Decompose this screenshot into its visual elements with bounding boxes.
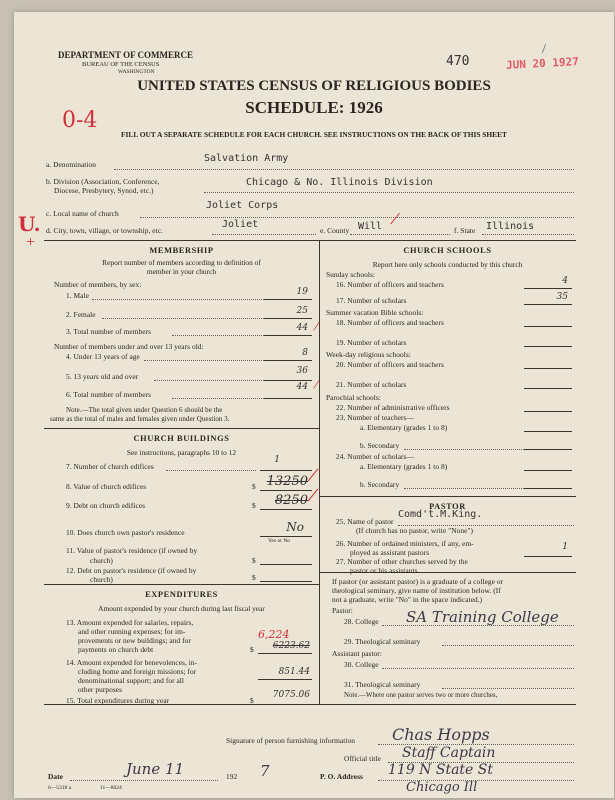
margin-mark: U. [18, 212, 41, 236]
q9-dollar: $ [252, 501, 256, 510]
q16-value: 4 [562, 276, 568, 286]
q2-label: 2. Female [66, 310, 96, 319]
year-prefix: 192 [226, 772, 238, 781]
q30-label: 30. College [344, 660, 379, 669]
buildings-bottom-rule [44, 584, 319, 585]
q25-note: (If church has no pastor, write "None") [356, 526, 474, 535]
margin-plus-mark: + [26, 234, 36, 251]
q23b-label: b. Secondary [360, 441, 400, 450]
q24b-label: b. Secondary [360, 480, 400, 489]
yes-no-caption: Yes or No [268, 538, 291, 544]
schools-sub: Report here only schools conducted by this church [372, 260, 523, 269]
q24a-label: a. Elementary (grades 1 to 8) [360, 462, 448, 471]
buildings-heading: CHURCH BUILDINGS [133, 434, 230, 443]
q11-label-2: church) [90, 556, 113, 565]
division-value: Chicago & No. Illinois Division [246, 177, 433, 188]
q13-label-1: 13. Amount expended for salaries, repairs, [66, 618, 194, 627]
official-title-value: Staff Captain [402, 745, 496, 761]
q15-label: 15. Total expenditures during year [66, 696, 170, 705]
graduate-note-1: If pastor (or assistant pastor) is a graduate of a college or [332, 577, 504, 586]
q2-value: 25 [296, 306, 308, 316]
q15-dollar: $ [250, 696, 254, 705]
county-value: Will [358, 221, 383, 232]
q23a-label: a. Elementary (grades 1 to 8) [360, 423, 448, 432]
q25-label: 25. Name of pastor [336, 517, 394, 526]
q9-correction-mark: / [306, 481, 321, 508]
q24-label: 24. Number of scholars— [336, 452, 414, 461]
city-field-value: Joliet [222, 219, 259, 230]
q13-dollar: $ [250, 645, 254, 654]
q26-label-2: ployed as assistant pastors [350, 548, 430, 557]
q12-label-1: 12. Debt on pastor's residence (if owned by [66, 566, 197, 575]
q7-value: 1 [274, 455, 280, 465]
membership-sub-2: member in your church [146, 267, 217, 276]
department-label: DEPARTMENT OF COMMERCE [58, 50, 194, 60]
q14-label-1: 14. Amount expended for benevolences, in- [66, 658, 198, 667]
q27-label-1: 27. Number of other churches served by the [336, 557, 468, 566]
q14-label-2: cluding home and foreign missions; for [78, 667, 197, 676]
sunday-schools-label: Sunday schools: [326, 270, 375, 279]
form-number: 470 [446, 54, 470, 69]
denomination-label: a. Denomination [46, 160, 97, 169]
q12-dollar: $ [252, 573, 256, 582]
q5-value: 36 [296, 366, 308, 376]
weekday-schools-label: Week-day religious schools: [326, 350, 411, 359]
q14-value: 851.44 [278, 667, 310, 677]
local-name-label: c. Local name of church [46, 209, 119, 218]
schools-heading: CHURCH SCHOOLS [403, 246, 492, 255]
q3-label: 3. Total number of members [66, 327, 152, 336]
county-check-mark: / [388, 207, 402, 231]
q14-label-4: other purposes [78, 685, 123, 694]
pastor-heading: PASTOR [429, 502, 466, 511]
members-age-label: Number of members under and over 13 years old: [54, 342, 204, 351]
form-title: UNITED STATES CENSUS OF RELIGIOUS BODIES [137, 78, 491, 94]
q28-value: SA Training College [406, 608, 559, 626]
date-label: Date [48, 772, 63, 781]
q8-value: 13250 [266, 474, 308, 489]
q31-label: 31. Theological seminary [344, 680, 421, 689]
q26-value: 1 [562, 542, 568, 552]
division-label-1: b. Division (Association, Conference, [46, 177, 160, 186]
assistant-pastor-label: Assistant pastor: [332, 649, 382, 658]
official-title-label: Official title [344, 754, 381, 763]
form-code-1: 6—5318 a [48, 785, 72, 791]
received-date-stamp: JUN 20 1927 [505, 55, 580, 72]
q9-label: 9. Debt on church edifices [66, 501, 146, 510]
q18-label: 18. Number of officers and teachers [336, 318, 444, 327]
membership-note-1: Note.—The total given under Question 6 should be the [66, 406, 223, 414]
q3-value: 44 [296, 323, 308, 333]
q6-value: 44 [296, 382, 308, 392]
center-column-rule [319, 240, 320, 704]
q23-label: 23. Number of teachers— [336, 413, 414, 422]
q14-label-3: denominational support; and for all [78, 676, 185, 685]
grid-top-rule [44, 240, 576, 241]
q8-dollar: $ [252, 482, 256, 491]
county-label: e. County [320, 226, 350, 235]
q15-value: 7075.06 [272, 690, 310, 700]
members-by-sex-label: Number of members, by sex: [54, 280, 142, 289]
date-value: June 11 [126, 760, 185, 778]
q13-label-4: payments on church debt [78, 645, 154, 654]
schools-bottom-rule [319, 496, 576, 497]
q28-label: 28. College [344, 617, 379, 626]
buildings-sub: See instructions, paragraphs 10 to 12 [126, 448, 237, 457]
graduate-note-3: not a graduate, write "No" in the space indicated.) [332, 595, 483, 604]
q6-check-mark: / [312, 377, 320, 394]
q6-label: 6. Total number of members [66, 390, 152, 399]
q1-value: 19 [296, 287, 308, 297]
address-line-1: 119 N State St [388, 762, 494, 778]
expenditures-heading: EXPENDITURES [145, 590, 218, 599]
q19-label: 19. Number of scholars [336, 338, 407, 347]
q10-label: 10. Does church own pastor's residence [66, 528, 185, 537]
q4-label: 4. Under 13 years of age [66, 352, 140, 361]
q17-value: 35 [556, 292, 568, 302]
membership-bottom-rule [44, 428, 319, 429]
local-name-value: Joliet Corps [206, 200, 279, 211]
graduate-note-2: theological seminary, give name of institution below. (If [332, 586, 501, 595]
signature-label: Signature of person furnishing information [226, 736, 355, 745]
parochial-schools-label: Parochial schools: [326, 393, 381, 402]
q11-label-1: 11. Value of pastor's residence (if owned by [66, 546, 198, 555]
po-address-label: P. O. Address [320, 772, 363, 781]
q4-value: 8 [302, 348, 308, 358]
expenditures-sub: Amount expended by your church during last fiscal year [98, 604, 265, 613]
city-label: WASHINGTON [118, 69, 155, 75]
schedule-title: SCHEDULE: 1926 [245, 98, 383, 117]
census-schedule-sheet [14, 12, 614, 798]
division-label-2: Diocese, Presbytery, Synod, etc.) [54, 186, 154, 195]
q8-correction-mark: / [306, 461, 321, 488]
state-value: Illinois [486, 221, 535, 232]
year-digit: 7 [260, 762, 270, 780]
city-field-label: d. City, town, village, or township, etc. [46, 226, 163, 235]
pastor-note-1: Note.—Where one pastor serves two or more churches, [344, 692, 498, 699]
denomination-value: Salvation Army [204, 153, 289, 164]
membership-heading: MEMBERSHIP [149, 246, 214, 255]
q10-value: No [286, 520, 304, 534]
bureau-label: BUREAU OF THE CENSUS [82, 61, 160, 68]
q13-corrected-value: 6,224 [258, 628, 290, 641]
q25-value: Comd't.M.King. [398, 509, 483, 520]
signature-value: Chas Hopps [392, 725, 490, 744]
pastor-sub-label: Pastor: [332, 606, 353, 615]
q5-label: 5. 13 years old and over [66, 372, 139, 381]
state-label: f. State [454, 226, 476, 235]
q3-check-mark: / [312, 319, 320, 336]
q12-label-2: church) [90, 575, 113, 584]
form-code-2: 11—8024 [100, 785, 122, 791]
q20-label: 20. Number of officers and teachers [336, 360, 444, 369]
address-line-2: Chicago Ill [406, 780, 478, 795]
q13-label-2: and other running expenses; for im- [78, 627, 186, 636]
summer-schools-label: Summer vacation Bible schools: [326, 308, 424, 317]
q7-label: 7. Number of church edifices [66, 462, 154, 471]
check-mark-top: / [542, 42, 546, 57]
classification-code: 0-4 [62, 108, 98, 133]
q16-label: 16. Number of officers and teachers [336, 280, 444, 289]
instruction-line: FILL OUT A SEPARATE SCHEDULE FOR EACH CHURCH. SEE INSTRUCTIONS ON THE BACK OF THIS SHEET [121, 130, 507, 139]
membership-sub-1: Report number of members according to definition of [102, 258, 261, 267]
q8-label: 8. Value of church edifices [66, 482, 147, 491]
q21-label: 21. Number of scholars [336, 380, 407, 389]
membership-note-2: same as the total of males and females given under Question 3. [50, 415, 230, 423]
q13-original-value: 6223.62 [272, 641, 310, 651]
q26-label-1: 26. Number of ordained ministers, if any, em- [336, 539, 474, 548]
q1-label: 1. Male [66, 291, 89, 300]
q29-label: 29. Theological seminary [344, 637, 421, 646]
q27-label-2: pastor or his assistants [350, 566, 418, 575]
q13-label-3: provements or new buildings; and for [78, 636, 191, 645]
q9-value: 8250 [274, 493, 308, 508]
q17-label: 17. Number of scholars [336, 296, 407, 305]
q11-dollar: $ [252, 556, 256, 565]
q22-label: 22. Number of administrative officers [336, 403, 450, 412]
